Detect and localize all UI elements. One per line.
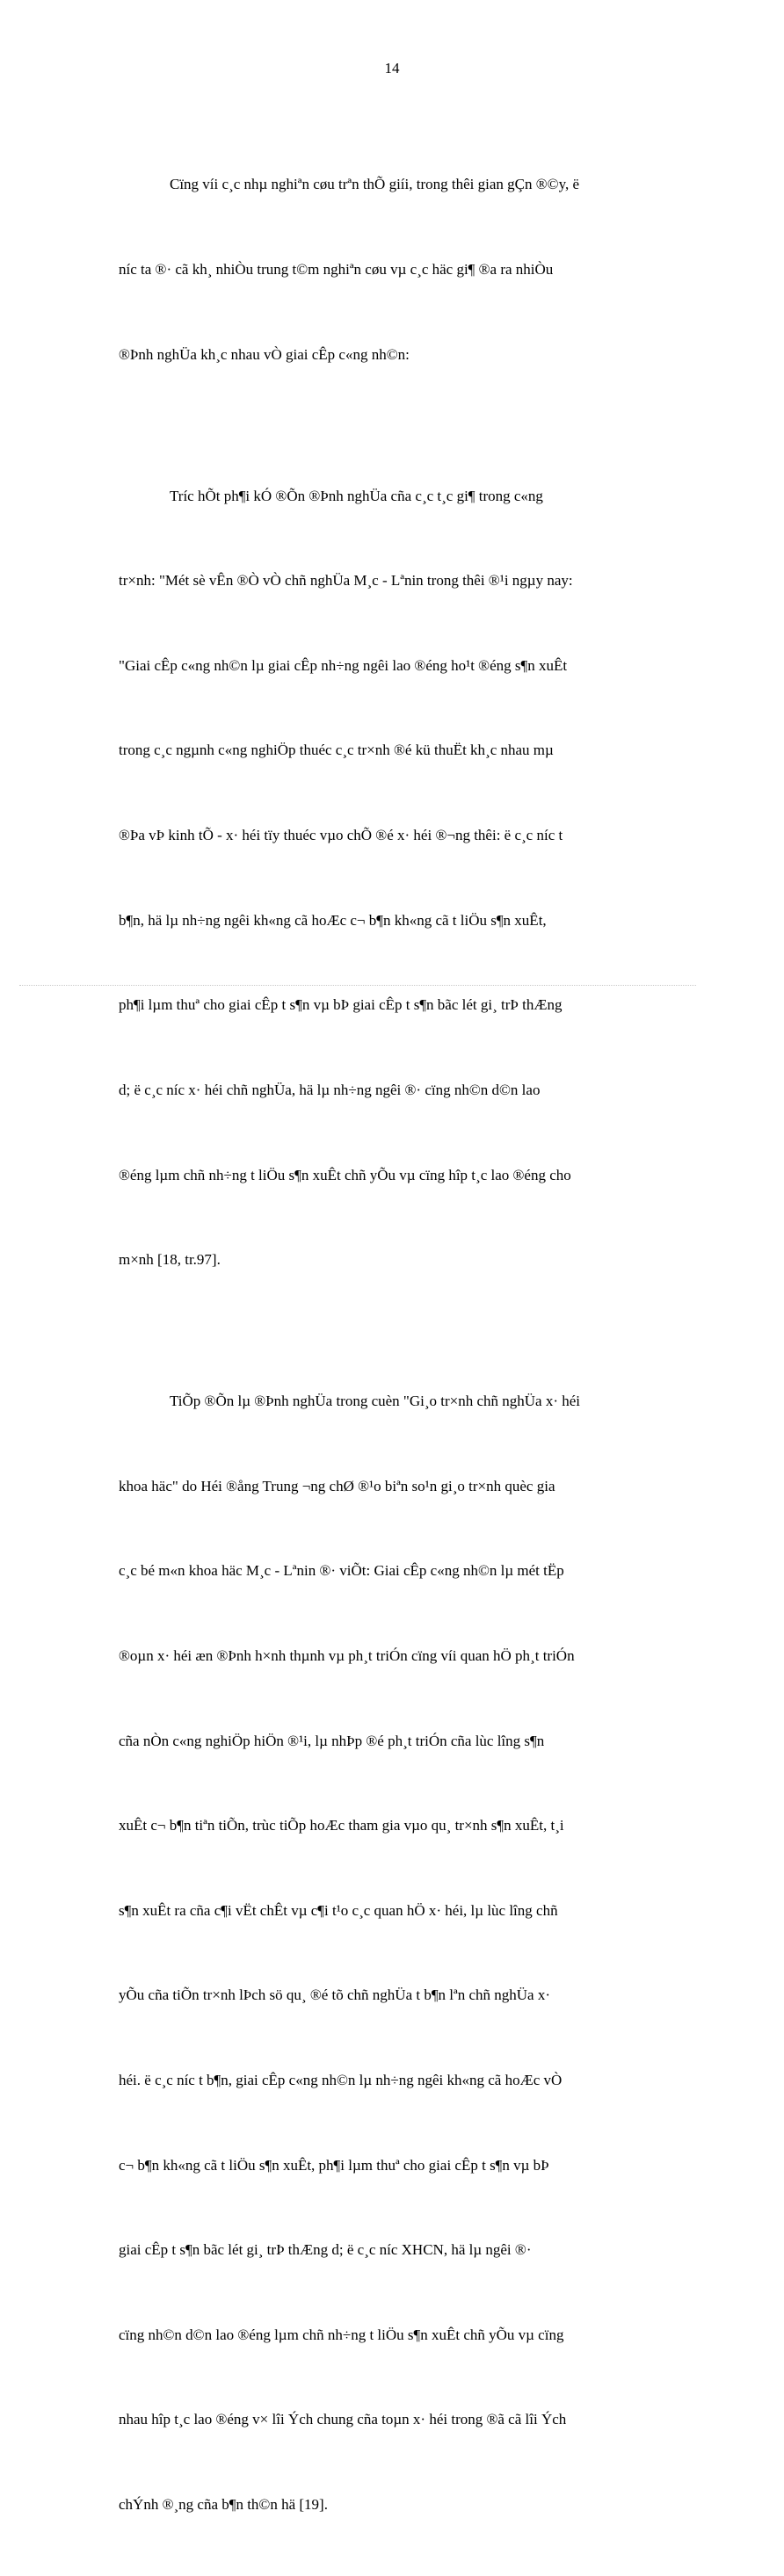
text-line: TiÕp ®Õn lµ ®Þnh nghÜa trong cuèn "Gi¸o tr×nh chñ nghÜa x· héi [170, 1393, 581, 1410]
paragraph-3 [119, 1331, 674, 2576]
text-line: nhau hîp t¸c lao ®éng v× lîi Ých chung cña toµn x· héi trong ®ã cã lîi Ých [119, 2411, 567, 2428]
text-line: m×nh [18, tr.97]. [119, 1251, 221, 1269]
text-line: tr×nh: "Mét sè vÊn ®Ò vÒ chñ nghÜa M¸c - Lªnin trong thêi ®¹i ngµy nay: [119, 572, 573, 590]
text-line: c¸c bé m«n khoa häc M¸c - Lªnin ®· viÕt: Giai cÊp c«ng nh©n lµ mét tËp [119, 1562, 564, 1580]
paragraph-2 [119, 425, 674, 1331]
text-line: ®Þa vÞ kinh tÕ - x· héi tïy thuéc vµo chÕ ®é x· héi ®¬ng thêi: ë c¸c níc t [119, 827, 563, 844]
text-line: giai cÊp t s¶n bãc lét gi¸ trÞ thÆng d; ë c¸c níc XHCN, hä lµ ngêi ®· [119, 2241, 532, 2259]
text-line: "Giai cÊp c«ng nh©n lµ giai cÊp nh÷ng ngêi lao ®éng ho¹t ®éng s¶n xuÊt [119, 656, 568, 674]
text-line: d; ë c¸c níc x· héi chñ nghÜa, hä lµ nh÷ng ngêi ®· cïng nh©n d©n lao [119, 1081, 541, 1098]
text-line: b¶n, hä lµ nh÷ng ngêi kh«ng cã hoÆc c¬ b¶n kh«ng cã t liÖu s¶n xuÊt, [119, 911, 547, 929]
text-line: Tríc hÕt ph¶i kÓ ®Õn ®Þnh nghÜa cña c¸c t¸c gi¶ trong c«ng [170, 487, 543, 504]
text-line: ®éng lµm chñ nh÷ng t liÖu s¶n xuÊt chñ yÕu vµ cïng hîp t¸c lao ®éng cho [119, 1166, 571, 1183]
text-line: yÕu cña tiÕn tr×nh lÞch sö qu¸ ®é tõ chñ nghÜa t b¶n lªn chñ nghÜa x· [119, 1986, 550, 2004]
page-number: 14 [384, 60, 400, 76]
text-line: héi. ë c¸c níc t b¶n, giai cÊp c«ng nh©n lµ nh÷ng ngêi kh«ng cã hoÆc vÒ [119, 2072, 563, 2089]
text-line: s¶n xuÊt ra cña c¶i vËt chÊt vµ c¶i t¹o c¸c quan hÖ x· héi, lµ lùc lîng chñ [119, 1901, 558, 1919]
body-text [119, 114, 674, 2576]
text-line: cña nÒn c«ng nghiÖp hiÖn ®¹i, lµ nhÞp ®é ph¸t triÓn cña lùc lîng s¶n [119, 1732, 545, 1749]
paragraph-1 [119, 114, 674, 425]
text-line: khoa häc" do Héi ®ång Trung ¬ng chØ ®¹o biªn so¹n gi¸o tr×nh quèc gia [119, 1477, 555, 1494]
text-line: xuÊt c¬ b¶n tiªn tiÕn, trùc tiÕp hoÆc tham gia vµo qu¸ tr×nh s¶n xuÊt, t¸i [119, 1817, 564, 1834]
text-line: níc ta ®· cã kh¸ nhiÒu trung t©m nghiªn cøu vµ c¸c häc gi¶ ®a ra nhiÒu [119, 261, 554, 279]
text-line: cïng nh©n d©n lao ®éng lµm chñ nh÷ng t liÖu s¶n xuÊt chñ yÕu vµ cïng [119, 2326, 564, 2343]
text-line: chÝnh ®¸ng cña b¶n th©n hä [19]. [119, 2496, 328, 2514]
text-line: trong c¸c ngµnh c«ng nghiÖp thuéc c¸c tr×nh ®é kü thuËt kh¸c nhau mµ [119, 742, 554, 759]
text-line: Cïng víi c¸c nhµ nghiªn cøu trªn thÕ giíi, trong thêi gian gÇn ®©y, ë [170, 176, 580, 193]
text-line: c¬ b¶n kh«ng cã t liÖu s¶n xuÊt, ph¶i lµm thuª cho giai cÊp t s¶n vµ bÞ [119, 2156, 549, 2174]
page-bottom-divider [19, 985, 696, 986]
text-line: ®oµn x· héi æn ®Þnh h×nh thµnh vµ ph¸t triÓn cïng víi quan hÖ ph¸t triÓn [119, 1646, 575, 1664]
text-line: ®Þnh nghÜa kh¸c nhau vÒ giai cÊp c«ng nh©n: [119, 345, 410, 363]
text-line: ph¶i lµm thuª cho giai cÊp t s¶n vµ bÞ giai cÊp t s¶n bãc lét gi¸ trÞ thÆng [119, 996, 563, 1014]
